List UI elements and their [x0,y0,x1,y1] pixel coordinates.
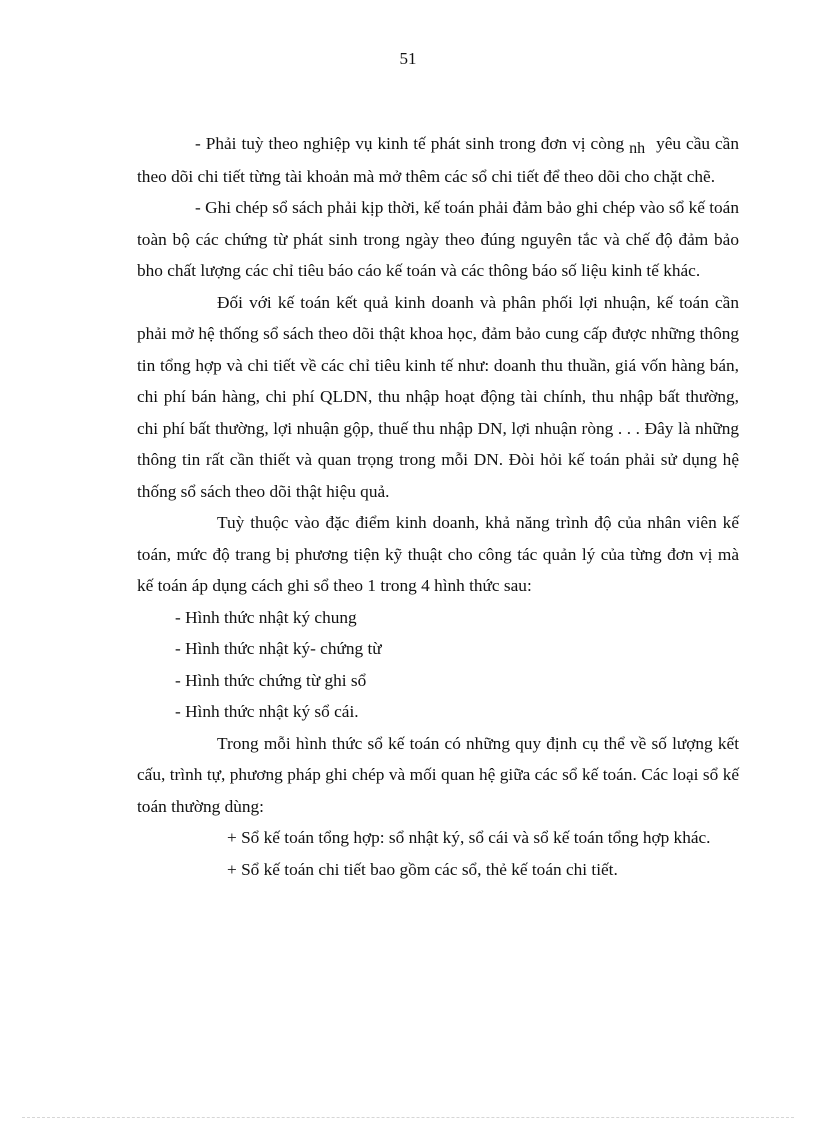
document-body [137,128,739,885]
list-item: - Hình thức chứng từ ghi sổ [175,670,367,690]
paragraph-bookkeeping-forms: Tuỳ thuộc vào đặc điểm kinh doanh, khả năng trình độ của nhân viên kế toán, mức độ trang bị phương tiện kỹ thuật cho công tác quản lý của từng đơn vị mà kế toán áp dụng cách ghi sổ theo 1 trong 4 hình thức sau: [137,513,739,595]
page-footer-rule [22,1117,794,1118]
paragraph-detail-books-end: yêu cầu cần theo dõi chi tiết từng tài khoản mà mở thêm các sổ chi tiết để theo dõi cho chặt chẽ. [137,134,739,186]
page-number: 51 [399,49,417,68]
book-type-general: + Sổ kế toán tổng hợp: sổ nhật ký, sổ cái và sổ kế toán tổng hợp khác. [227,828,711,847]
paragraph-book-types: Trong mỗi hình thức sổ kế toán có những quy định cụ thể về số lượng kết cấu, trình tự, phương pháp ghi chép và mối quan hệ giữa các sổ kế toán. Các loại sổ kế toán thường dùng: [137,733,739,816]
raised-fragment: nh [629,140,646,157]
list-item: - Hình thức nhật ký- chứng từ [175,639,382,658]
forms-list [137,602,739,728]
paragraph-detail-books-start: - Phải tuỳ theo nghiệp vụ kinh tế phát sinh trong đơn vị còng [195,134,630,153]
paragraph-timely-recording: - Ghi chép sổ sách phải kịp thời, kế toán phải đảm bảo ghi chép vào sổ kế toán toàn bộ các chứng từ phát sinh trong ngày theo đúng nguyên tắc và chế độ đảm bảo bho chất lượng các chỉ tiêu báo cáo kế toán và các thông báo số liệu kinh tế khác. [137,198,739,280]
list-item: - Hình thức nhật ký chung [175,607,357,627]
list-item: - Hình thức nhật ký sổ cái. [175,702,359,721]
paragraph-detail-books [137,128,739,192]
paragraph-business-results: Đối với kế toán kết quả kinh doanh và phân phối lợi nhuận, kế toán cần phải mở hệ thống sổ sách theo dõi thật khoa học, đảm bảo cung cấp được những thông tin tổng hợp và chi tiết về các chỉ tiêu kinh tế như: doanh thu thuần, giá vốn hàng bán, chi phí bán hàng, chi phí QLDN, thu nhập hoạt động tài chính, thu nhập bất thường, chi phí bất thường, lợi nhuận gộp, thuế thu nhập DN, lợi nhuận ròng . . . Đây là những thông tin rất cần thiết và quan trọng trong mỗi DN. Đòi hỏi kế toán phải sử dụng hệ thống sổ sách theo dõi thật hiệu quả. [137,292,739,501]
book-type-detail: + Sổ kế toán chi tiết bao gồm các sổ, thẻ kế toán chi tiết. [227,859,618,879]
